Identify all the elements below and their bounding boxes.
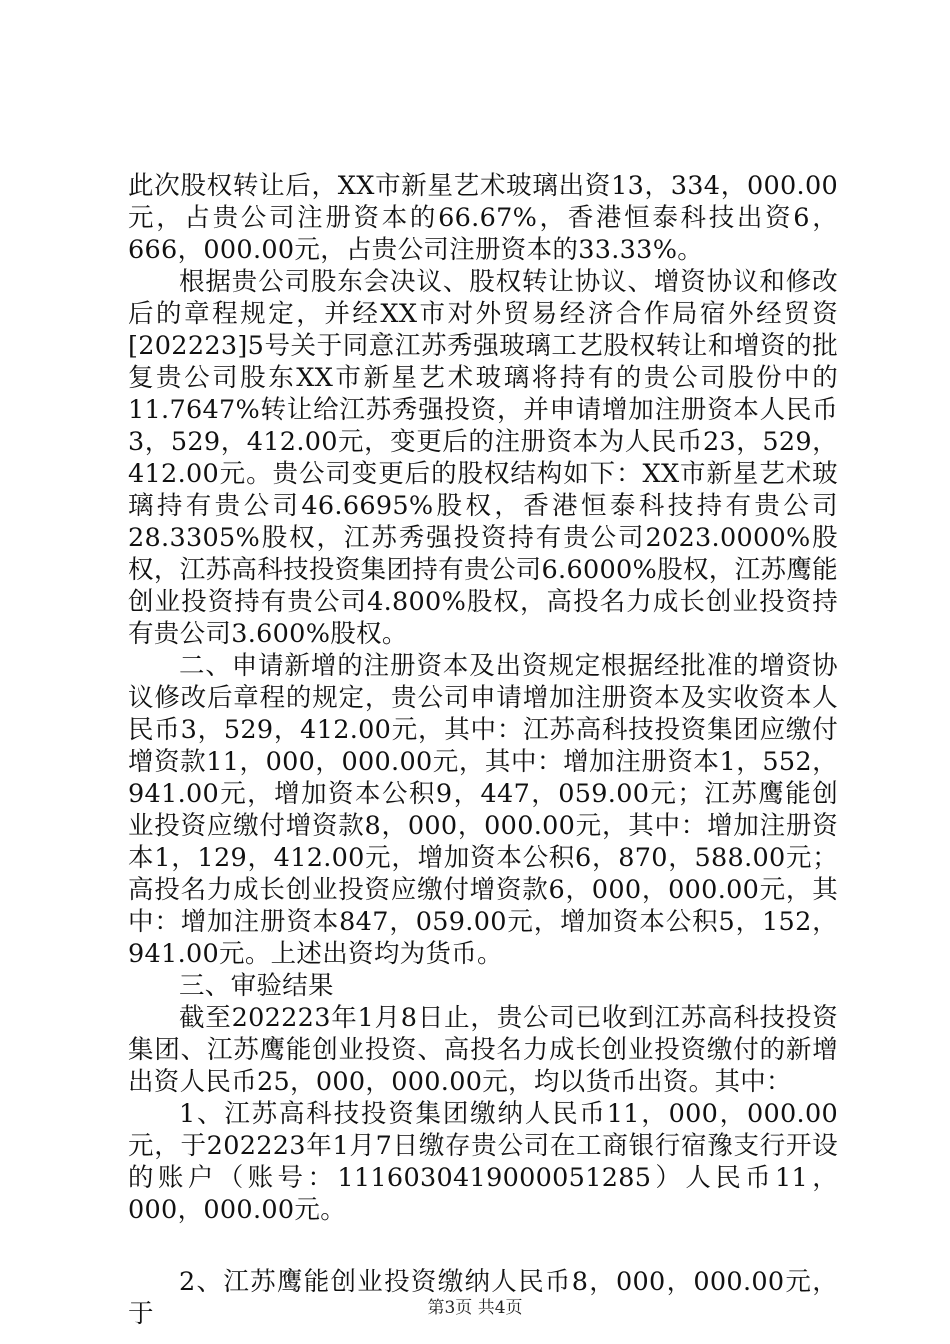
paragraph-new-capital-application: 二、申请新增的注册资本及出资规定根据经批准的增资协议修改后章程的规定，贵公司申请增加注册资本及实收资本人民币3，529，412.00元，其中：江苏高科技投资集团应缴付增资款11，000，000.00元，其中：增加注册资本1，552，941.00元，增加资本公积9，447，059.00元；江苏鹰能创业投资应缴付增资款8，000，000.00元，其中：增加注册资本1，129，412.00元，增加资本公积6，870，588.00元；高投名力成长创业投资应缴付增资款6，000，000.00元，其中：增加注册资本847，059.00元，增加资本公积5，152，941.00元。上述出资均为货币。 — [128, 651, 838, 969]
page-footer: 第3页 共4页 — [427, 1298, 523, 1318]
paragraph-equity-transfer-result: 此次股权转让后，XX市新星艺术玻璃出资13，334，000.00元，占贵公司注册资本的66.67%，香港恒泰科技出资6，666，000.00元，占贵公司注册资本的33.33%。 — [128, 171, 838, 265]
section-heading-verification-result: 三、审验结果 — [179, 971, 334, 1001]
paragraph-shareholder-resolution: 根据贵公司股东会决议、股权转让协议、增资协议和修改后的章程规定，并经XX市对外贸易经济合作局宿外经贸资[202223]5号关于同意江苏秀强玻璃工艺股权转让和增资的批复贵公司股东XX市新星艺术玻璃将持有的贵公司股份中的11.7647%转让给江苏秀强投资，并申请增加注册资本人民币3，529，412.00元，变更后的注册资本为人民币23，529，412.00元。贵公司变更后的股权结构如下：XX市新星艺术玻璃持有贵公司46.6695%股权，香港恒泰科技持有贵公司28.3305%股权，江苏秀强投资持有贵公司2023.0000%股权，江苏高科技投资集团持有贵公司6.6000%股权，江苏鹰能创业投资持有贵公司4.800%股权，高投名力成长创业投资持有贵公司3.600%股权。 — [128, 267, 838, 649]
paragraph-verification-summary: 截至202223年1月8日止，贵公司已收到江苏高科技投资集团、江苏鹰能创业投资、高投名力成长创业投资缴付的新增出资人民币25，000，000.00元，均以货币出资。其中： — [128, 1003, 838, 1097]
list-item-jiangsu-yingneng: 2、江苏鹰能创业投资缴纳人民币8，000，000.00元，于 — [128, 1267, 838, 1329]
document-body — [128, 170, 838, 1330]
list-item-jiangsu-hitech: 1、江苏高科技投资集团缴纳人民币11，000，000.00元，于202223年1月7日缴存贵公司在工商银行宿豫支行开设的账户（账号：1116030419000051285）人民币11，000，000.00元。 — [128, 1099, 838, 1225]
